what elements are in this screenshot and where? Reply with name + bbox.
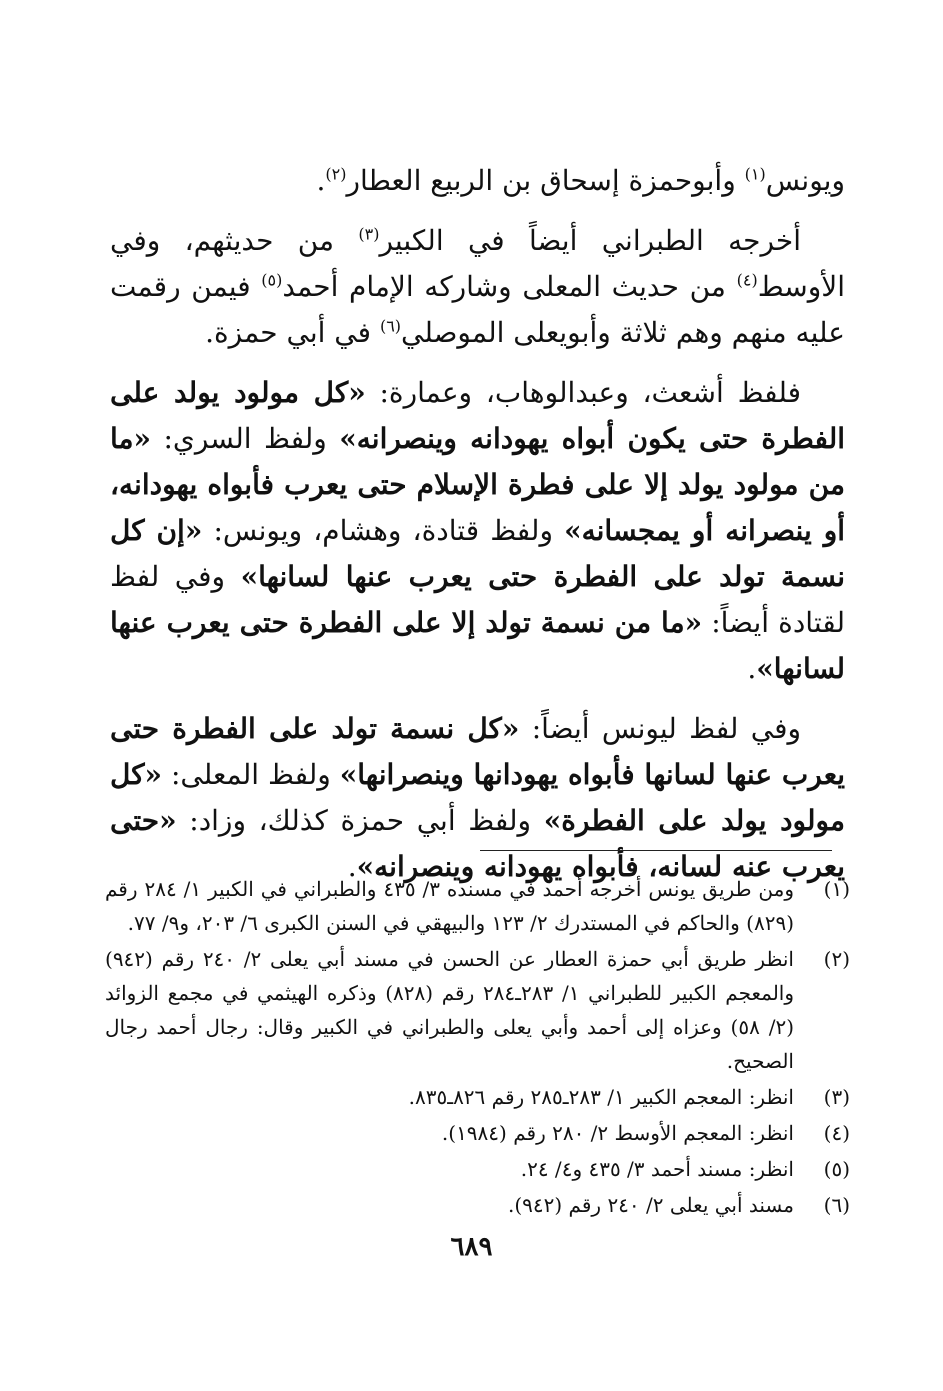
main-text — [110, 158, 845, 904]
hadith-quote: «كل مولود يولد على الفطرة حتى يكون أبواه يهودانه وينصرانه» — [110, 376, 845, 455]
footnote-text: مسند أبي يعلى ٢/ ٢٤٠ رقم (٩٤٢). — [507, 1193, 794, 1217]
paragraph-4-text — [110, 706, 845, 890]
footnote-number: (٤) — [823, 1121, 850, 1145]
text-run: أخرجه الطبراني أيضاً في الكبير — [379, 224, 801, 257]
footnote-ref: (٥) — [261, 270, 283, 290]
hadith-quote: «كل نسمة تولد على الفطرة حتى يعرب عنها لسانها فأبواه يهودانها وينصرانها» — [110, 712, 845, 791]
footnote-number: (٢) — [823, 947, 850, 971]
footnote-ref: (٦) — [379, 316, 402, 336]
paragraph-3-text — [110, 370, 845, 692]
paragraph-2 — [110, 218, 845, 356]
footnote-ref: (٤) — [736, 270, 758, 290]
text-run: في أبي حمزة. — [205, 316, 380, 349]
text-run: ولفظ السري: — [151, 422, 340, 455]
text-run: فلفظ أشعث، وعبدالوهاب، وعمارة: — [365, 376, 801, 409]
text-run: وفي لفظ ليونس أيضاً: — [519, 712, 801, 745]
text-run: . — [347, 850, 357, 883]
text-run: . — [316, 164, 326, 197]
text-run: من حديثهم، وفي الأوسط — [110, 224, 845, 303]
text-run: ولفظ المعلى: — [162, 758, 340, 791]
footnote-text: انظر: المعجم الأوسط ٢/ ٢٨٠ رقم (١٩٨٤). — [441, 1121, 794, 1145]
hadith-quote: «إن كل نسمة تولد على الفطرة حتى يعرب عنها لسانها» — [110, 514, 846, 593]
hadith-quote: «كل مولود يولد على الفطرة» — [110, 758, 846, 837]
page-number: ٦٨٩ — [450, 1232, 493, 1262]
text-run: وأبوحمزة إسحاق بن الربيع العطار — [346, 164, 745, 197]
hadith-quote: «حتى يعرب عنه لسانه، فأبواه يهودانه وينصرانه» — [110, 804, 845, 883]
text-run: من حديث المعلى وشاركه الإمام أحمد — [282, 270, 737, 303]
paragraph-1 — [110, 158, 845, 204]
footnote-5 — [105, 1152, 850, 1186]
footnote-number: (١) — [823, 877, 850, 901]
footnote-ref: (٣) — [358, 224, 380, 244]
footnote-number: (٥) — [823, 1157, 850, 1181]
text-run: . — [747, 652, 757, 685]
text-run: ويونس — [765, 164, 845, 197]
footnote-text: انظر طريق أبي حمزة العطار عن الحسن في مسند أبي يعلى ٢/ ٢٤٠ رقم (٩٤٢) والمعجم الكبير للطبراني ١/ ٢٨٣ـ٢٨٤ رقم (٨٢٨) وذكره الهيثمي في مجمع الزوائد (٢/ ٥٨) وعزاه إلى أحمد وأبي يعلى والطبراني في الكبير وقال: رجال أحمد رجال الصحيح. — [105, 947, 794, 1073]
footnote-6 — [105, 1188, 850, 1222]
hadith-quote: «ما من نسمة تولد إلا على الفطرة حتى يعرب عنها لسانها» — [110, 606, 845, 685]
text-run: ولفظ أبي حمزة كذلك، وزاد: — [176, 804, 544, 837]
paragraph-1-line — [110, 158, 845, 204]
hadith-quote: «ما من مولود يولد إلا على فطرة الإسلام حتى يعرب فأبواه يهودانه، أو ينصرانه أو يمجسانه» — [110, 422, 846, 547]
footnote-text: انظر: المعجم الكبير ١/ ٢٨٣ـ٢٨٥ رقم ٨٢٦ـ٨٣٥. — [408, 1085, 794, 1109]
paragraph-2-text — [110, 218, 845, 356]
footnote-1 — [105, 872, 850, 940]
footnotes — [105, 872, 850, 1224]
text-run: وفي لفظ لقتادة أيضاً: — [110, 560, 845, 639]
footnote-2 — [105, 942, 850, 1078]
footnote-text: ومن طريق يونس أخرجه أحمد في مسنده ٣/ ٤٣٥ والطبراني في الكبير ١/ ٢٨٤ رقم (٨٢٩) والحاكم في المستدرك ٢/ ١٢٣ والبيهقي في السنن الكبرى ٦/ ٢٠٣، و٩/ ٧٧. — [105, 877, 794, 935]
text-run: ولفظ قتادة، وهشام، ويونس: — [202, 514, 565, 547]
footnote-number: (٣) — [823, 1085, 850, 1109]
footnote-ref: (٢) — [325, 164, 347, 184]
text-run: فيمن رقمت عليه منهم وهم ثلاثة وأبويعلى الموصلي — [110, 270, 845, 349]
footnote-separator — [480, 850, 832, 851]
footnote-ref: (١) — [744, 164, 766, 184]
footnote-text: انظر: مسند أحمد ٣/ ٤٣٥ و٤/ ٢٤. — [520, 1157, 794, 1181]
paragraph-3 — [110, 370, 845, 692]
footnote-4 — [105, 1116, 850, 1150]
footnote-3 — [105, 1080, 850, 1114]
footnote-number: (٦) — [823, 1193, 850, 1217]
paragraph-4 — [110, 706, 845, 890]
